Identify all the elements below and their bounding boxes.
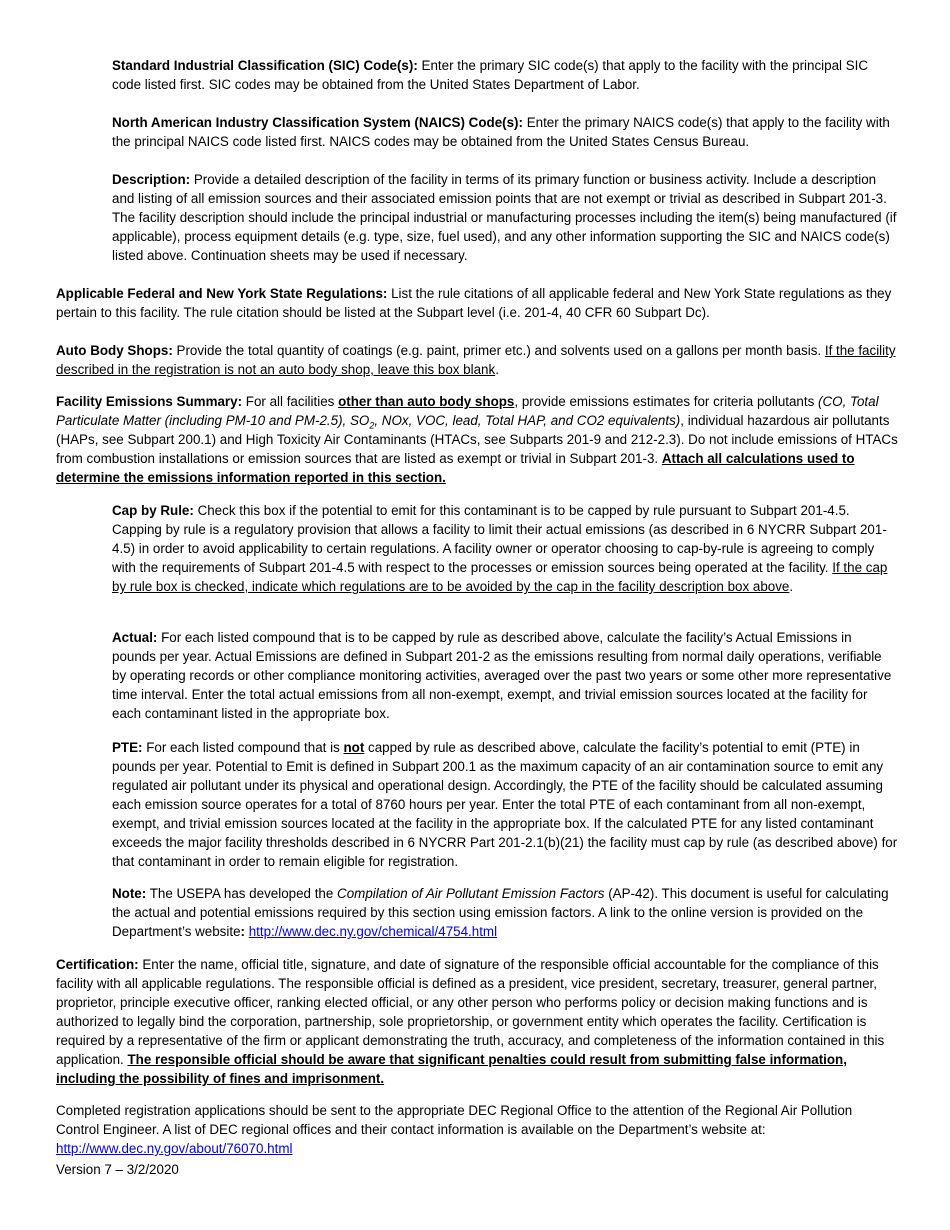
emissions-summary-attach-note: Attach all calculations used to determine the emissions information reported in this section. — [56, 451, 855, 485]
sic-text: Enter the primary SIC code(s) that apply to the facility with the principal SIC code listed first. SIC codes may be obtained from the United States Department of Labor. — [112, 58, 869, 92]
naics-label: North American Industry Classification System (NAICS) Code(s): — [112, 115, 523, 130]
emissions-summary-paragraph — [56, 392, 898, 487]
regulations-paragraph — [56, 284, 898, 322]
certification-paragraph — [56, 955, 898, 1088]
certification-warning: The responsible official should be aware that significant penalties could result from submitting false information, including the possibility of fines and imprisonment. — [56, 1052, 847, 1086]
pte-label: PTE: — [112, 740, 143, 755]
actual-label: Actual: — [112, 630, 158, 645]
sic-label: Standard Industrial Classification (SIC) Code(s): — [112, 58, 418, 73]
regulations-text: List the rule citations of all applicable federal and New York State regulations as they pertain to this facility. The rule citation should be listed at the Subpart level (i.e. 201-4, 40 CFR 60 Subpart Dc). — [56, 286, 892, 320]
certification-text: Enter the name, official title, signature, and date of signature of the responsible official accountable for the compliance of this facility with all applicable regulations. The responsible official is defined as a president, vice president, secretary, treasurer, general partner, proprietor, principle executive officer, ranking elected official, or any other person who performs policy or decision making functions and is authorized to legally bind the corporation, partnership, sole proprietorship, or government entity which operates the facility. Certification is required by a representative of the firm or applicant demonstrating the truth, accuracy, and completeness of the information contained in this application. — [56, 957, 885, 1067]
emissions-summary-subscript: 2 — [369, 420, 375, 431]
closing-paragraph — [56, 1101, 898, 1158]
note-italic-title: Compilation of Air Pollutant Emission Factors — [337, 886, 605, 901]
emissions-summary-t2: , provide emissions estimates for criteria pollutants — [514, 394, 819, 409]
cap-by-rule-paragraph — [112, 501, 898, 596]
pte-t1: For each listed compound that is — [142, 740, 344, 755]
note-paragraph — [112, 884, 898, 941]
regulations-label: Applicable Federal and New York State Regulations: — [56, 286, 388, 301]
certification-label: Certification: — [56, 957, 139, 972]
auto-body-text: Provide the total quantity of coatings (e.g. paint, primer etc.) and solvents used on a gallons per month basis. — [172, 343, 825, 358]
actual-text: For each listed compound that is to be capped by rule as described above, calculate the facility’s Actual Emissions in pounds per year. Actual Emissions are defined in Subpart 201-2 as the emissions resulting from normal daily operations, verifiable by operating records or other compliance monitoring activities, averaged over the past two years or some other more representative time interval. Enter the total actual emissions from all non-exempt, exempt, and trivial emission sources located at the facility for each contaminant listed in the appropriate box. — [112, 630, 892, 721]
note-label: Note: — [112, 886, 147, 901]
auto-body-label: Auto Body Shops: — [56, 343, 173, 358]
description-text: Provide a detailed description of the facility in terms of its primary function or business activity. Include a description and listing of all emission sources and their associated emission points that are not exempt or trivial as described in Subpart 201-3. The facility description should include the principal industrial or manufacturing processes including the item(s) being manufactured (if applicable), process equipment details (e.g. type, size, fuel used), and any other information supporting the SIC and NAICS code(s) listed above. Continuation sheets may be used if necessary. — [112, 172, 897, 263]
cap-by-rule-label: Cap by Rule: — [112, 503, 194, 518]
cap-by-rule-underlined: If the cap by rule box is checked, indicate which regulations are to be avoided by the cap in the facility description box above — [112, 560, 888, 594]
actual-paragraph — [112, 628, 898, 723]
note-t1: The USEPA has developed the — [146, 886, 338, 901]
sic-paragraph — [112, 56, 898, 94]
naics-text: Enter the primary NAICS code(s) that apply to the facility with the principal NAICS code listed first. NAICS codes may be obtained from the United States Census Bureau. — [112, 115, 890, 149]
description-label: Description: — [112, 172, 191, 187]
auto-body-end: . — [495, 362, 499, 377]
auto-body-underlined: If the facility described in the registration is not an auto body shop, leave this box blank — [56, 343, 896, 377]
ap42-link[interactable]: http://www.dec.ny.gov/chemical/4754.html — [248, 924, 498, 939]
note-t2: (AP-42). This document is useful for calculating the actual and potential emissions required by this section using emission factors. A link to the online version is provided on the Department’s website — [112, 886, 889, 939]
cap-by-rule-end: . — [789, 579, 794, 594]
note-colon: : — [240, 924, 245, 939]
emissions-summary-t3: , individual hazardous air pollutants (HAPs, see Subpart 200.1) and High Toxicity Air Contaminants (HTACs, see Subparts 201-9 and 212-2.3). Do not include emissions of HTACs from combustion installations or emission sources that are listed as exempt or trivial in Subpart 201-3. — [56, 413, 898, 466]
description-paragraph — [112, 170, 898, 265]
pte-not: not — [343, 740, 365, 755]
emissions-summary-bold-underlined: other than auto body shops — [338, 394, 515, 409]
auto-body-paragraph — [56, 341, 898, 379]
version-footer: Version 7 – 3/2/2020 — [56, 1162, 179, 1177]
closing-text: Completed registration applications should be sent to the appropriate DEC Regional Office to the attention of the Regional Air Pollution Control Engineer. A list of DEC regional offices and their contact information is available on the Department’s website at: — [56, 1103, 853, 1137]
emissions-summary-italic1: (CO, Total Particulate Matter (including PM-10 and PM-2.5), SO — [56, 394, 879, 428]
pte-paragraph — [112, 738, 898, 871]
emissions-summary-label: Facility Emissions Summary: — [56, 394, 243, 409]
regional-offices-link[interactable]: http://www.dec.ny.gov/about/76070.html — [56, 1141, 293, 1156]
emissions-summary-t1: For all facilities — [242, 394, 339, 409]
naics-paragraph — [112, 113, 898, 151]
cap-by-rule-text: Check this box if the potential to emit for this contaminant is to be capped by rule pursuant to Subpart 201-4.5. Capping by rule is a regulatory provision that allows a facility to limit their actual emissions (as described in 6 NYCRR Subpart 201-4.5) in order to avoid applicability to certain regulations. A facility owner or operator choosing to cap-by-rule is agreeing to comply with the requirements of Subpart 201-4.5 with respect to the processes or emission sources being operated at the facility. — [112, 503, 887, 575]
pte-t2: capped by rule as described above, calculate the facility’s potential to emit (PTE) in pounds per year. Potential to Emit is defined in Subpart 200.1 as the maximum capacity of an air contamination source to emit any regulated air pollutant under its physical and operational design. Accordingly, the PTE of the facility should be calculated assuming each emission source operates for a total of 8760 hours per year. Enter the total PTE of each contaminant from all non-exempt, exempt, and trivial emission sources located at the facility in the appropriate box. If the calculated PTE for any listed contaminant exceeds the major facility thresholds described in 6 NYCRR Part 201-2.1(b)(21) the facility must cap by rule (as described above) for that contaminant in order to remain eligible for registration. — [112, 740, 898, 869]
emissions-summary-italic2: , NOx, VOC, lead, Total HAP, and CO2 equivalents) — [374, 413, 681, 428]
